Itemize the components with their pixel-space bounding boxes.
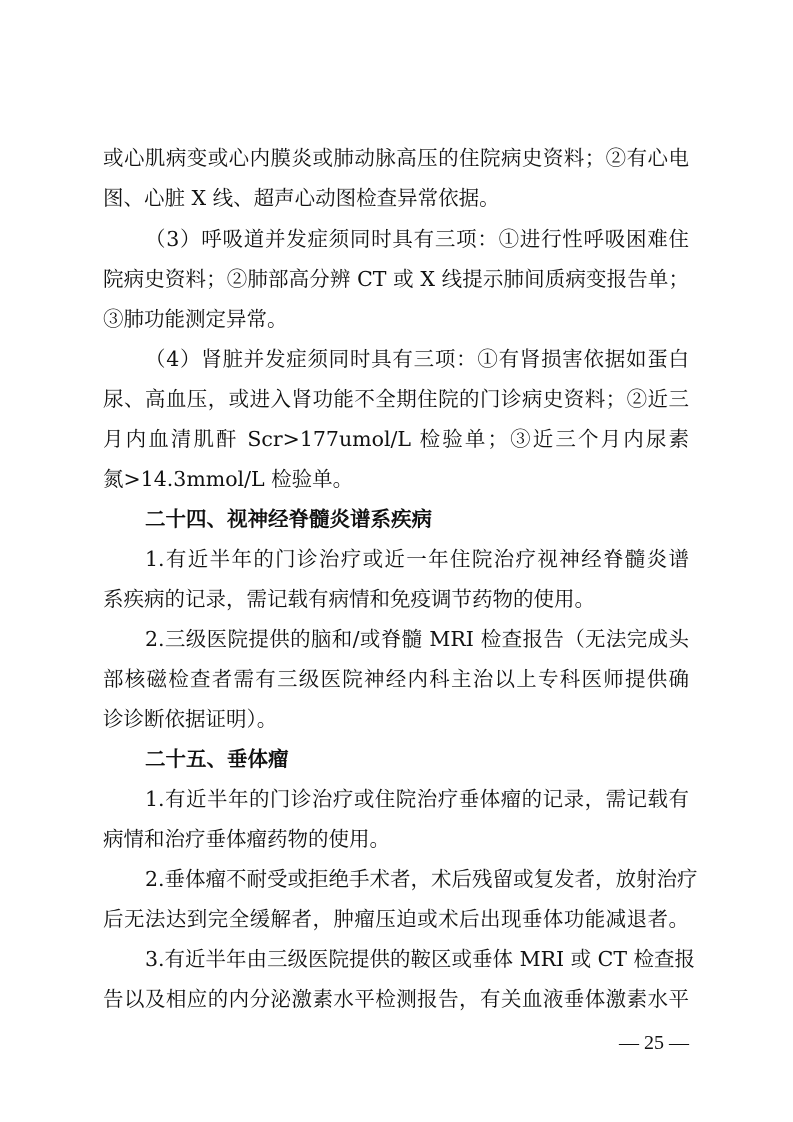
text-line: 或心肌病变或心内膜炎或肺动脉高压的住院病史资料；②有心电 [103, 146, 689, 170]
text-line: 3.有近半年由三级医院提供的鞍区或垂体 MRI 或 CT 检查报 [145, 947, 696, 971]
section-heading: 二十四、视神经脊髓炎谱系疾病 [145, 507, 432, 531]
text-line: 告以及相应的内分泌激素水平检测报告，有关血液垂体激素水平 [103, 987, 689, 1011]
text-line: 诊诊断依据证明）。 [103, 707, 278, 731]
text-line: ③肺功能测定异常。 [103, 307, 288, 331]
text-line: 图、心脏 X 线、超声心动图检查异常依据。 [103, 186, 500, 210]
text-line: 氮>14.3mmol/L 检验单。 [103, 467, 354, 491]
text-line: （3）呼吸道并发症须同时具有三项：①进行性呼吸困难住 [145, 227, 689, 251]
text-line: 尿、高血压，或进入肾功能不全期住院的门诊病史资料；②近三 [103, 387, 689, 411]
page-number: — 25 — [619, 1032, 689, 1054]
text-line: 院病史资料；②肺部高分辨 CT 或 X 线提示肺间质病变报告单； [103, 267, 689, 291]
text-line: 系疾病的记录，需记载有病情和免疫调节药物的使用。 [103, 587, 595, 611]
text-line: 月内血清肌酐 Scr>177umol/L 检验单；③近三个月内尿素 [103, 427, 689, 451]
text-line: （4）肾脏并发症须同时具有三项：①有肾损害依据如蛋白 [145, 347, 689, 371]
text-line: 病情和治疗垂体瘤药物的使用。 [103, 827, 390, 851]
text-line: 后无法达到完全缓解者，肿瘤压迫或术后出现垂体功能减退者。 [103, 907, 689, 931]
text-line: 2.三级医院提供的脑和/或脊髓 MRI 检查报告（无法完成头 [145, 627, 689, 651]
text-line: 1.有近半年的门诊治疗或近一年住院治疗视神经脊髓炎谱 [145, 547, 689, 571]
section-heading: 二十五、垂体瘤 [145, 747, 289, 771]
text-line: 2.垂体瘤不耐受或拒绝手术者，术后残留或复发者，放射治疗 [145, 867, 698, 891]
text-line: 部核磁检查者需有三级医院神经内科主治以上专科医师提供确 [103, 667, 689, 691]
text-line: 1.有近半年的门诊治疗或住院治疗垂体瘤的记录，需记载有 [145, 787, 689, 811]
